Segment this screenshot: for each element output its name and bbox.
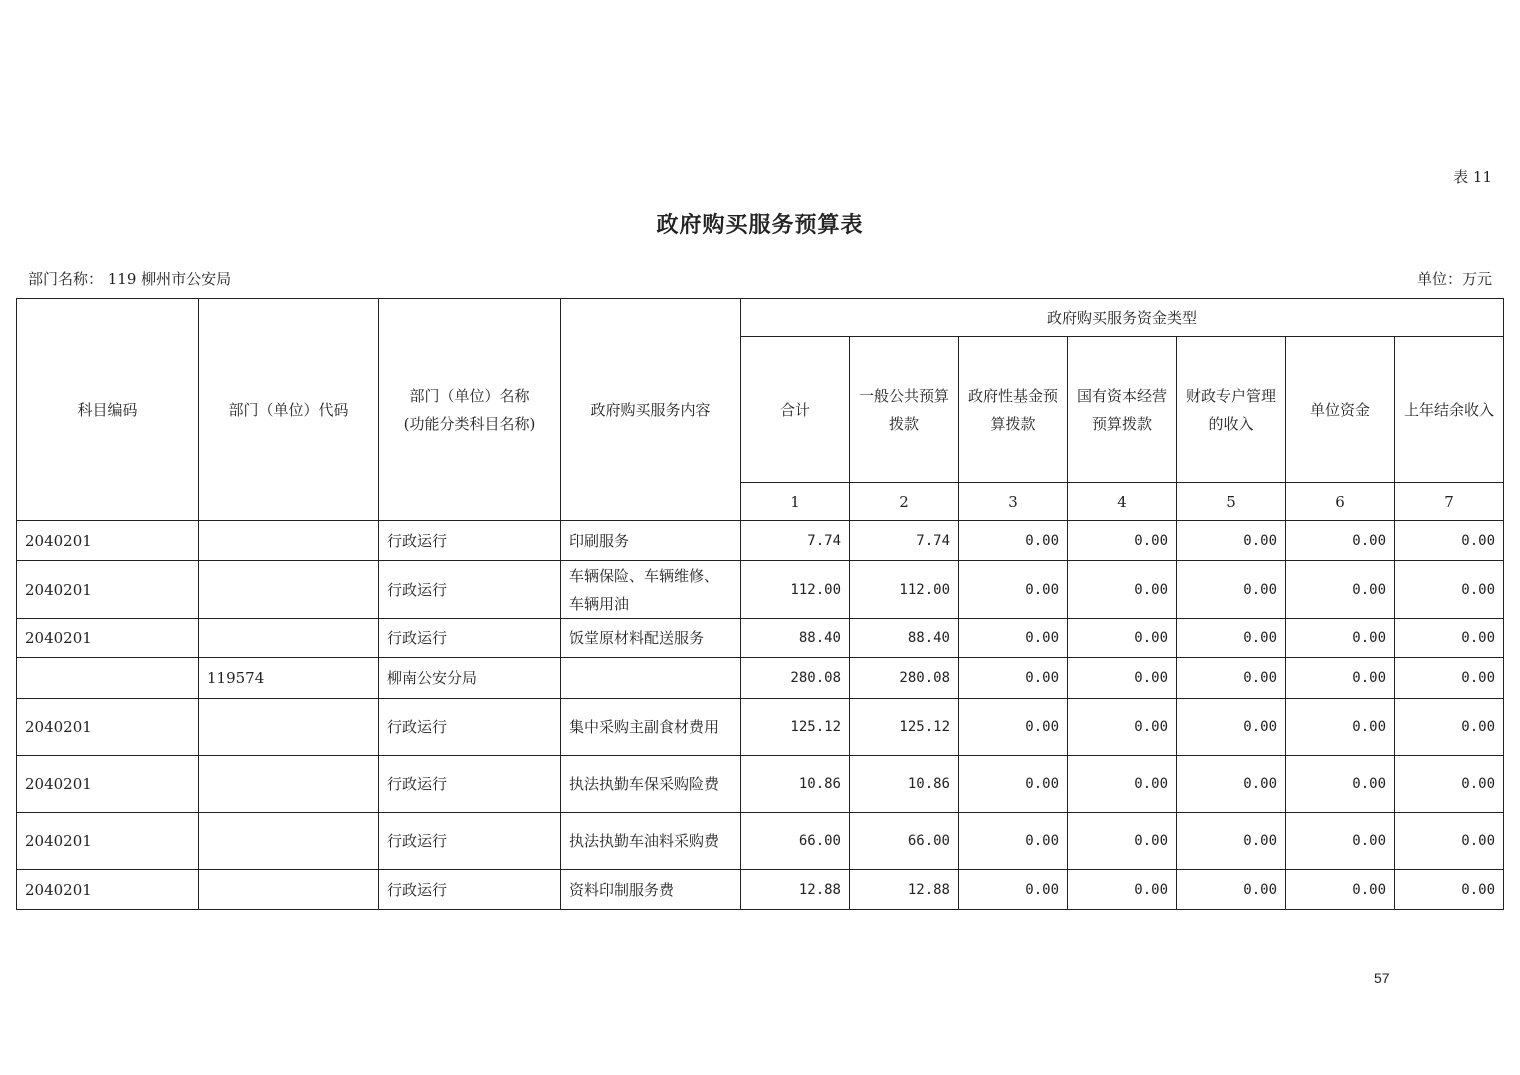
cell-value: 0.00 (1068, 699, 1177, 756)
cell-value: 88.40 (850, 619, 959, 658)
cell-value: 280.08 (741, 658, 850, 699)
cell-value: 0.00 (1395, 658, 1504, 699)
header-dept-name-line2: (功能分类科目名称) (403, 414, 536, 433)
cell-value: 10.86 (850, 756, 959, 813)
header-dept-code: 部门（单位）代码 (199, 299, 379, 521)
cell-content: 车辆保险、车辆维修、车辆用油 (561, 561, 741, 619)
cell-name: 行政运行 (379, 561, 561, 619)
cell-dept-code (199, 756, 379, 813)
cell-value: 0.00 (959, 813, 1068, 870)
cell-value: 0.00 (1395, 813, 1504, 870)
cell-value: 0.00 (1286, 658, 1395, 699)
table-row (17, 813, 1504, 870)
cell-value: 125.12 (850, 699, 959, 756)
header-dept-name-line1: 部门（单位）名称 (409, 386, 530, 405)
cell-code (17, 658, 199, 699)
cell-value: 0.00 (959, 619, 1068, 658)
cell-value: 0.00 (1286, 813, 1395, 870)
header-dept-name (379, 299, 561, 521)
header-fund-col-4: 国有资本经营预算拨款 (1068, 337, 1177, 483)
header-fund-col-6: 单位资金 (1286, 337, 1395, 483)
cell-dept-code (199, 813, 379, 870)
cell-content: 执法执勤车保采购险费 (561, 756, 741, 813)
unit-label: 单位：万元 (1416, 270, 1492, 288)
cell-value: 0.00 (1068, 521, 1177, 561)
cell-value: 0.00 (1395, 619, 1504, 658)
cell-value: 12.88 (741, 870, 850, 910)
cell-value: 0.00 (1395, 699, 1504, 756)
cell-value: 0.00 (1395, 521, 1504, 561)
cell-content: 饭堂原材料配送服务 (561, 619, 741, 658)
header-fund-col-1: 合计 (741, 337, 850, 483)
cell-value: 12.88 (850, 870, 959, 910)
cell-value: 0.00 (1068, 561, 1177, 619)
cell-value: 0.00 (1177, 561, 1286, 619)
cell-value: 0.00 (959, 521, 1068, 561)
cell-value: 280.08 (850, 658, 959, 699)
cell-code: 2040201 (17, 619, 199, 658)
cell-name: 行政运行 (379, 699, 561, 756)
cell-content: 集中采购主副食材费用 (561, 699, 741, 756)
cell-value: 0.00 (959, 870, 1068, 910)
header-fund-col-5: 财政专户管理的收入 (1177, 337, 1286, 483)
cell-value: 0.00 (1068, 756, 1177, 813)
cell-content: 印刷服务 (561, 521, 741, 561)
cell-name: 行政运行 (379, 870, 561, 910)
header-fund-num-6: 6 (1286, 483, 1395, 521)
cell-value: 112.00 (741, 561, 850, 619)
cell-value: 0.00 (1068, 813, 1177, 870)
cell-code: 2040201 (17, 870, 199, 910)
table-row (17, 699, 1504, 756)
cell-value: 0.00 (1177, 870, 1286, 910)
cell-name: 行政运行 (379, 813, 561, 870)
cell-dept-code: 119574 (199, 658, 379, 699)
header-fund-num-7: 7 (1395, 483, 1504, 521)
header-service-content: 政府购买服务内容 (561, 299, 741, 521)
header-fund-col-3: 政府性基金预算拨款 (959, 337, 1068, 483)
table-row (17, 521, 1504, 561)
cell-value: 0.00 (1286, 699, 1395, 756)
header-subject-code: 科目编码 (17, 299, 199, 521)
cell-value: 0.00 (1286, 619, 1395, 658)
cell-name: 行政运行 (379, 756, 561, 813)
cell-value: 125.12 (741, 699, 850, 756)
cell-value: 0.00 (959, 699, 1068, 756)
cell-code: 2040201 (17, 561, 199, 619)
header-fund-num-3: 3 (959, 483, 1068, 521)
cell-value: 0.00 (1177, 699, 1286, 756)
table-row (17, 619, 1504, 658)
cell-content: 资料印制服务费 (561, 870, 741, 910)
cell-value: 66.00 (850, 813, 959, 870)
cell-value: 0.00 (959, 658, 1068, 699)
cell-name: 行政运行 (379, 521, 561, 561)
header-fund-num-5: 5 (1177, 483, 1286, 521)
cell-code: 2040201 (17, 756, 199, 813)
cell-value: 0.00 (1177, 756, 1286, 813)
table-number: 表 11 (1453, 168, 1492, 186)
cell-value: 0.00 (1286, 561, 1395, 619)
page-title: 政府购买服务预算表 (656, 212, 864, 238)
header-fund-num-4: 4 (1068, 483, 1177, 521)
header-fund-type-group: 政府购买服务资金类型 (741, 299, 1504, 337)
cell-value: 0.00 (1068, 870, 1177, 910)
cell-dept-code (199, 699, 379, 756)
cell-value: 0.00 (959, 561, 1068, 619)
page-number: 57 (1374, 970, 1390, 986)
header-fund-num-2: 2 (850, 483, 959, 521)
cell-dept-code (199, 870, 379, 910)
table-row (17, 870, 1504, 910)
budget-table (16, 298, 1504, 910)
cell-value: 0.00 (1286, 521, 1395, 561)
header-fund-col-7: 上年结余收入 (1395, 337, 1504, 483)
department-name: 部门名称： 119 柳州市公安局 (28, 270, 232, 288)
cell-code: 2040201 (17, 699, 199, 756)
cell-value: 0.00 (1395, 756, 1504, 813)
cell-value: 10.86 (741, 756, 850, 813)
cell-value: 0.00 (1286, 756, 1395, 813)
cell-code: 2040201 (17, 521, 199, 561)
table-row (17, 658, 1504, 699)
cell-value: 0.00 (959, 756, 1068, 813)
cell-value: 7.74 (850, 521, 959, 561)
cell-value: 0.00 (1177, 658, 1286, 699)
cell-value: 0.00 (1068, 658, 1177, 699)
cell-code: 2040201 (17, 813, 199, 870)
cell-value: 0.00 (1286, 870, 1395, 910)
cell-value: 0.00 (1068, 619, 1177, 658)
cell-value: 112.00 (850, 561, 959, 619)
cell-dept-code (199, 521, 379, 561)
cell-dept-code (199, 619, 379, 658)
header-fund-col-2: 一般公共预算拨款 (850, 337, 959, 483)
cell-dept-code (199, 561, 379, 619)
cell-value: 7.74 (741, 521, 850, 561)
cell-value: 0.00 (1177, 619, 1286, 658)
cell-value: 0.00 (1177, 813, 1286, 870)
cell-name: 行政运行 (379, 619, 561, 658)
cell-content (561, 658, 741, 699)
table-row (17, 756, 1504, 813)
cell-value: 0.00 (1395, 870, 1504, 910)
cell-name: 柳南公安分局 (379, 658, 561, 699)
cell-content: 执法执勤车油料采购费 (561, 813, 741, 870)
cell-value: 88.40 (741, 619, 850, 658)
cell-value: 0.00 (1395, 561, 1504, 619)
header-fund-num-1: 1 (741, 483, 850, 521)
cell-value: 0.00 (1177, 521, 1286, 561)
cell-value: 66.00 (741, 813, 850, 870)
table-row (17, 561, 1504, 619)
